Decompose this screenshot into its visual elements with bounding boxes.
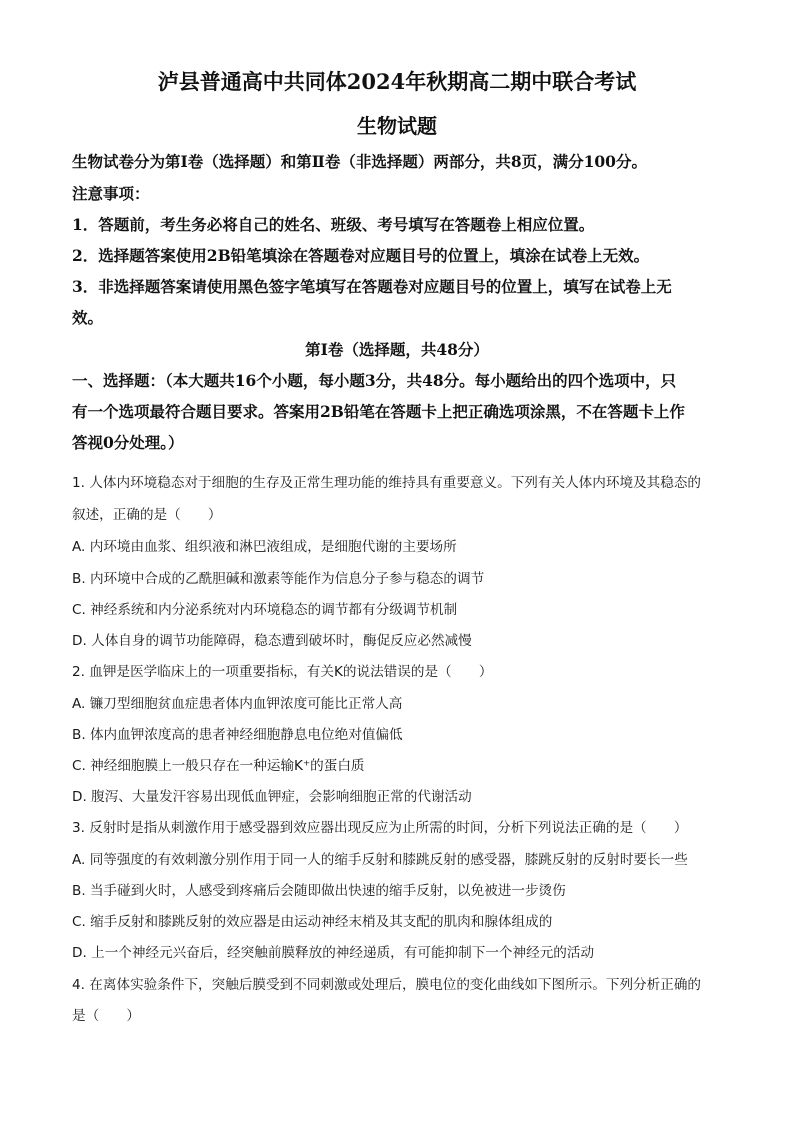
option-a: A. 同等强度的有效刺激分别作用于同一人的缩手反射和膝跳反射的感受器，膝跳反射的反射时要长一些 bbox=[72, 852, 688, 868]
option-c: C. 缩手反射和膝跳反射的效应器是由运动神经末梢及其支配的肌肉和腺体组成的 bbox=[72, 914, 553, 930]
question-stem: 叙述，正确的是（ ） bbox=[72, 507, 222, 523]
section-instructions: 答视0分处理。） bbox=[72, 433, 184, 452]
option-b: B. 体内血钾浓度高的患者神经细胞静息电位绝对值偏低 bbox=[72, 727, 403, 743]
option-d: D. 上一个神经元兴奋后，经突触前膜释放的神经递质，有可能抑制下一个神经元的活动 bbox=[72, 945, 595, 961]
option-a: A. 内环境由血浆、组织液和淋巴液组成，是细胞代谢的主要场所 bbox=[72, 539, 457, 555]
notes-heading: 注意事项： bbox=[72, 184, 150, 203]
section-instructions: 有一个选项最符合题目要求。答案用2B铅笔在答题卡上把正确选项涂黑，不在答题卡上作 bbox=[72, 402, 685, 421]
note-item: 2．选择题答案使用2B铅笔填涂在答题卷对应题目号的位置上，填涂在试卷上无效。 bbox=[72, 246, 650, 265]
question-stem: 1. 人体内环境稳态对于细胞的生存及正常生理功能的维持具有重要意义。下列有关人体内环境及其稳态的 bbox=[72, 475, 702, 491]
question-stem: 是（ ） bbox=[72, 1008, 140, 1024]
question-stem: 3. 反射时是指从刺激作用于感受器到效应器出现反应为止所需的时间，分析下列说法正确的是（ ） bbox=[72, 820, 688, 836]
option-c: C. 神经系统和内分泌系统对内环境稳态的调节都有分级调节机制 bbox=[72, 602, 458, 618]
subject-title: 生物试题 bbox=[357, 114, 437, 138]
option-b: B. 内环境中合成的乙酰胆碱和激素等能作为信息分子参与稳态的调节 bbox=[72, 571, 485, 587]
section-title: 第Ⅰ卷（选择题，共48分） bbox=[305, 340, 489, 359]
intro-text: 生物试卷分为第Ⅰ卷（选择题）和第Ⅱ卷（非选择题）两部分，共8页，满分100分。 bbox=[72, 152, 647, 171]
note-item: 1．答题前，考生务必将自己的姓名、班级、考号填写在答题卷上相应位置。 bbox=[72, 215, 595, 234]
section-instructions: 一、选择题：（本大题共16个小题，每小题3分，共48分。每小题给出的四个选项中，只 bbox=[72, 371, 677, 390]
option-d: D. 人体自身的调节功能障碍，稳态遭到破坏时，酶促反应必然减慢 bbox=[72, 633, 472, 649]
question-stem: 2. 血钾是医学临床上的一项重要指标，有关K的说法错误的是（ ） bbox=[72, 664, 493, 680]
option-a: A. 镰刀型细胞贫血症患者体内血钾浓度可能比正常人高 bbox=[72, 696, 403, 712]
option-d: D. 腹泻、大量发汗容易出现低血钾症，会影响细胞正常的代谢活动 bbox=[72, 789, 472, 805]
option-b: B. 当手碰到火时，人感受到疼痛后会随即做出快速的缩手反射，以免被进一步烫伤 bbox=[72, 883, 566, 899]
note-item: 效。 bbox=[72, 308, 104, 327]
question-stem: 4. 在离体实验条件下，突触后膜受到不同刺激或处理后，膜电位的变化曲线如下图所示。下列分析正确的 bbox=[72, 977, 702, 993]
note-item: 3．非选择题答案请使用黑色签字笔填写在答题卷对应题目号的位置上，填写在试卷上无 bbox=[72, 277, 672, 296]
exam-title: 泸县普通高中共同体2024年秋期高二期中联合考试 bbox=[157, 69, 637, 94]
option-c: C. 神经细胞膜上一般只存在一种运输K⁺的蛋白质 bbox=[72, 758, 365, 774]
